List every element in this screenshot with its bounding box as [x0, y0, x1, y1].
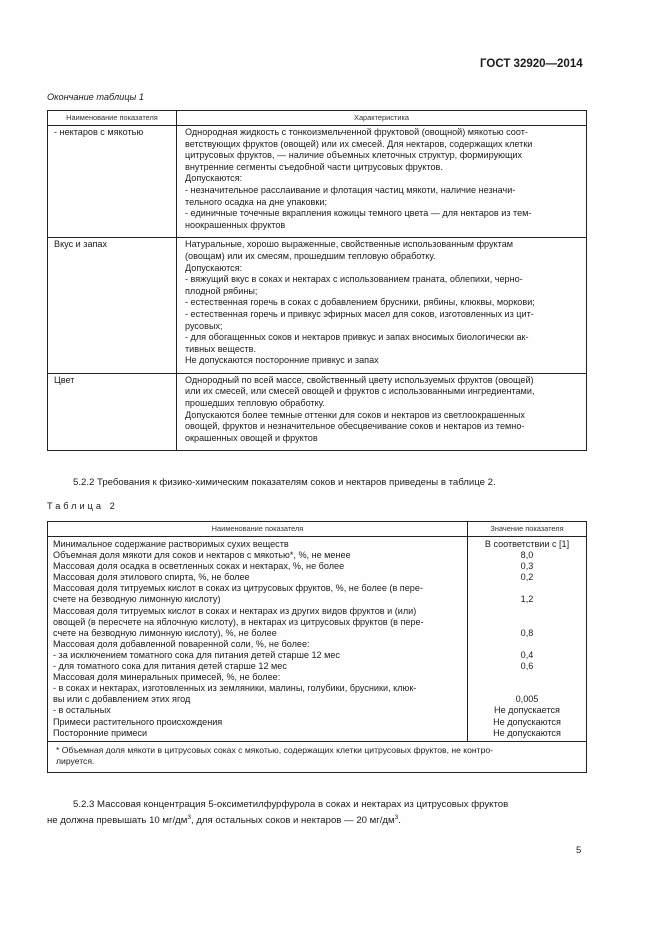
row-name: - нектаров с мякотью: [48, 126, 177, 238]
indicator-line: - за исключением томатного сока для питания детей старше 12 мес: [53, 649, 340, 660]
indicator-line: счете на безводную лимонную кислоту): [53, 594, 221, 605]
row-name: Цвет: [48, 373, 177, 451]
footnote-line: * Объемная доля мякоти в цитрусовых соках с мякотью, содержащих клетки цитрусовых фруктов, не контро-: [56, 744, 494, 755]
table-row: [48, 126, 587, 238]
text-line: - естественная горечь в соках с добавлением брусники, рябины, клюквы, моркови;: [185, 297, 535, 308]
text-line: - вяжущий вкус в соках и нектарах с использованием граната, облепихи, черно-: [185, 274, 523, 285]
indicator-value: [470, 683, 584, 694]
indicator-values: [468, 537, 587, 742]
indicator-line: вы или с добавлением этих ягод: [53, 694, 191, 705]
superscript: 3: [187, 814, 191, 821]
paragraph-5-2-3-line1: 5.2.3 Массовая концентрация 5-оксиметилфурфурола в соках и нектарах из цитрусовых фруктов: [73, 799, 509, 810]
table-row: [48, 537, 587, 742]
row-name: Вкус и запах: [48, 238, 177, 374]
page-number: 5: [576, 845, 582, 856]
document-id: ГОСТ 32920—2014: [480, 58, 583, 70]
text-line: прошедших тепловую обработку.: [185, 398, 325, 409]
table2-header-row: [48, 522, 587, 537]
indicator-value: В соответствии с [1]: [484, 539, 570, 549]
indicator-line: Массовая доля добавленной поваренной соли, %, не более:: [53, 638, 310, 649]
indicator-line: - для томатного сока для питания детей старше 12 мес: [53, 661, 287, 672]
indicator-line: Массовая доля титруемых кислот в соках и нектарах из других видов фруктов и (или): [53, 605, 417, 616]
text-line: окрашенных овощей и фруктов: [185, 432, 318, 443]
text-line: плодной рябины;: [185, 285, 258, 296]
indicator-line: - в соках и нектарах, изготовленных из земляники, малины, голубики, брусники, клюк-: [53, 683, 417, 694]
table1-header-row: [48, 111, 587, 126]
text-line: цитрусовых фруктов, — наличие объемных клеточных структур, формирующих: [185, 150, 523, 161]
table2-footnote-row: [48, 741, 587, 772]
text-line: Допускаются:: [185, 262, 243, 273]
indicator-value: [470, 672, 584, 683]
indicator-line: Минимальное содержание растворимых сухих веществ: [53, 539, 289, 549]
text-line: - естественная горечь и привкус эфирных масел для соков, изготовленных из цит-: [185, 308, 534, 319]
superscript: 3: [394, 814, 399, 821]
text-line: ветствующих фруктов (овощей) или их смесей. Для нектаров, содержащих клетки: [185, 138, 533, 149]
text-line: тельного осадка на дне упаковки;: [185, 196, 327, 207]
indicator-line: овощей (в пересчете на яблочную кислоту), в нектарах из цитрусовых фруктов (в пере-: [53, 616, 424, 627]
indicator-value: [470, 583, 584, 594]
indicator-line: - в остальных: [53, 705, 111, 716]
indicator-value: 0,4: [520, 649, 534, 660]
text-line: Однородная жидкость с тонкоизмельченной фруктовой (овощной) мякотью соот-: [185, 127, 528, 137]
paragraph-5-2-3-line2: [47, 814, 401, 826]
text-line: внутренние сегменты съедобной части цитрусовых фруктов.: [185, 161, 443, 172]
table1-col-characteristic: Характеристика: [177, 111, 587, 126]
table2: [47, 521, 587, 773]
text-line: - незначительное расслаивание и флотация частиц мякоти, наличие незначи-: [185, 184, 516, 195]
table2-col-value: Значение показателя: [468, 522, 587, 537]
row-characteristic: [177, 373, 587, 451]
indicator-line: Примеси растительного происхождения: [53, 716, 223, 727]
indicator-value: 0,8: [520, 627, 534, 638]
text-line: Натуральные, хорошо выраженные, свойственные использованным фруктам: [185, 239, 514, 250]
indicator-value: Не допускаются: [493, 727, 561, 738]
text-line: Допускаются более темные оттенки для соков и нектаров из светлоокрашенных: [185, 409, 525, 420]
indicator-value: [470, 617, 584, 628]
text-line: Не допускаются посторонние привкус и запах: [185, 355, 379, 366]
text-line: (овощам) или их смесям, прошедшим тепловую обработку.: [185, 250, 436, 261]
table1-caption: Окончание таблицы 1: [47, 92, 144, 102]
table-row: [48, 238, 587, 374]
indicator-line: Посторонние примеси: [53, 727, 148, 738]
text-segment: , для остальных соков и нектаров — 20 мг/дм: [191, 815, 395, 827]
indicator-value: 0,005: [515, 694, 539, 705]
text-line: - для обогащенных соков и нектаров привкус и запах вносимых биологически ак-: [185, 332, 529, 343]
text-line: овощей, фруктов и незначительное обесцвечивание соков и нектаров из темно-: [185, 421, 525, 432]
text-segment: не должна превышать 10 мг/дм: [47, 815, 188, 827]
indicator-names: [48, 537, 468, 742]
row-characteristic: [177, 126, 587, 238]
indicator-line: Массовая доля осадка в осветленных соках и нектарах, %, не более: [53, 561, 345, 572]
table2-caption: Таблица 2: [47, 501, 118, 511]
indicator-line: Массовая доля этилового спирта, %, не более: [53, 572, 250, 583]
text-line: Допускаются:: [185, 173, 243, 184]
table1: [47, 110, 587, 451]
text-line: или их смесей, или смесей овощей и фруктов с использованными ингредиентами,: [185, 386, 535, 397]
indicator-line: счете на безводную лимонную кислоту), %, не более: [53, 627, 277, 638]
text-segment: .: [398, 815, 401, 827]
paragraph-5-2-2: 5.2.2 Требования к физико-химическим показателям соков и нектаров приведены в таблице 2.: [73, 477, 496, 488]
indicator-value: [470, 606, 584, 617]
table-row: [48, 373, 587, 451]
indicator-value: 0,6: [520, 661, 534, 672]
indicator-value: [470, 639, 584, 650]
text-line: ноокрашенных фруктов: [185, 219, 286, 230]
indicator-value: 0,2: [520, 572, 534, 583]
indicator-line: Массовая доля титруемых кислот в соках из цитрусовых фруктов, %, не более (в пере-: [53, 583, 423, 594]
row-characteristic: [177, 238, 587, 374]
text-line: русовых;: [185, 320, 223, 331]
table1-col-name: Наименование показателя: [48, 111, 177, 126]
text-line: тивных веществ.: [185, 343, 257, 354]
indicator-value: 0,3: [520, 561, 534, 572]
indicator-value: 1,2: [520, 594, 534, 605]
text-line: Однородный по всей массе, свойственный цвету используемых фруктов (овощей): [185, 374, 534, 385]
indicator-line: Массовая доля минеральных примесей, %, не более:: [53, 672, 281, 683]
indicator-value: Не допускается: [494, 705, 560, 716]
table2-footnote: [48, 741, 587, 772]
text-line: - единичные точечные вкрапления кожицы темного цвета — для нектаров из тем-: [185, 208, 532, 219]
table2-col-name: Наименование показателя: [48, 522, 468, 537]
indicator-value: 8,0: [520, 550, 534, 561]
indicator-line: Объемная доля мякоти для соков и нектаров с мякотью*, %, не менее: [53, 550, 351, 561]
footnote-line: лируется.: [56, 756, 95, 767]
indicator-value: Не допускаются: [493, 716, 561, 727]
